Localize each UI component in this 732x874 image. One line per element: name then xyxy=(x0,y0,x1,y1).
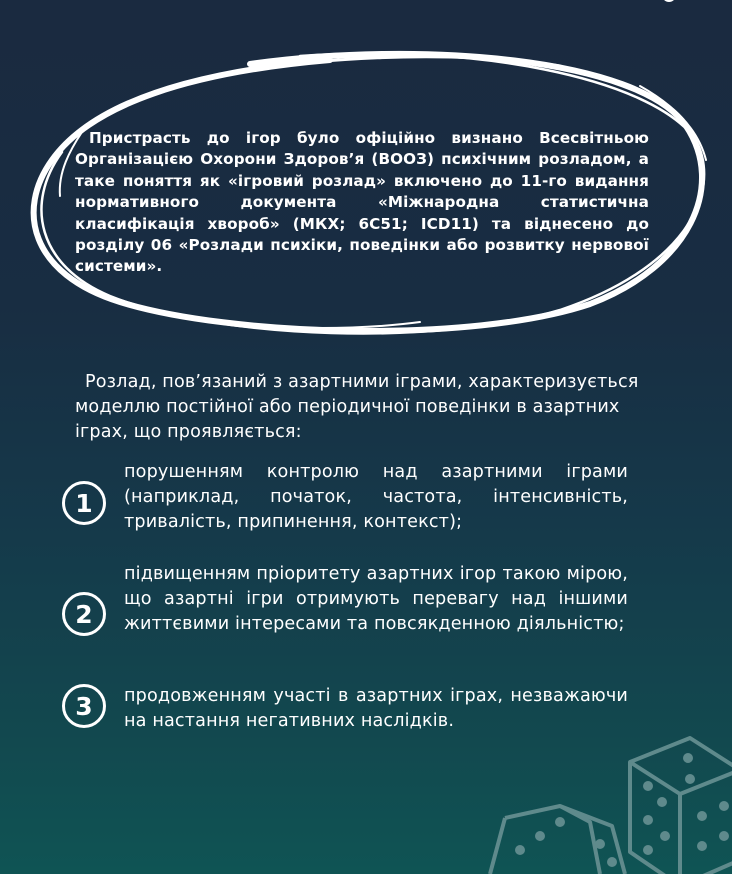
list-item-text: продовженням участі в азартних іграх, незважаючи на настання негативних наслідків. xyxy=(124,686,628,731)
number-badge-3: 3 xyxy=(62,684,106,728)
list-item-text: порушенням контролю над азартними іграми (наприклад, початок, частота, інтенсивність, тривалість, припинення, контекст); xyxy=(124,462,628,532)
list-item-text: підвищенням пріоритету азартних ігор такою мірою, що азартні ігри отримують перевагу над іншими життєвими інтересами та повсякденною діяльністю; xyxy=(124,564,628,634)
number-badge-1: 1 xyxy=(62,481,106,525)
number-badge-2: 2 xyxy=(62,592,106,636)
intro-paragraph: Розлад, пов’язаний з азартними іграми, характеризується моделлю постійної або періодичної поведінки в азартних іграх, що проявляється: xyxy=(75,372,639,442)
corner-decoration xyxy=(662,0,676,2)
who-quote-text: Пристрасть до ігор було офіційно визнано Всесвітньою Організацією Охорони Здоров’я (ВООЗ) психічним розладом, а таке поняття як «ігровий розлад» включено до 11-го видання нормативного документа «Міжнародна статистична класифікація хвороб» (МКХ; 6С51; ICD11) та віднесено до розділу 06 «Розлади психіки, поведінки або розвитку нервової системи». xyxy=(75,129,649,276)
